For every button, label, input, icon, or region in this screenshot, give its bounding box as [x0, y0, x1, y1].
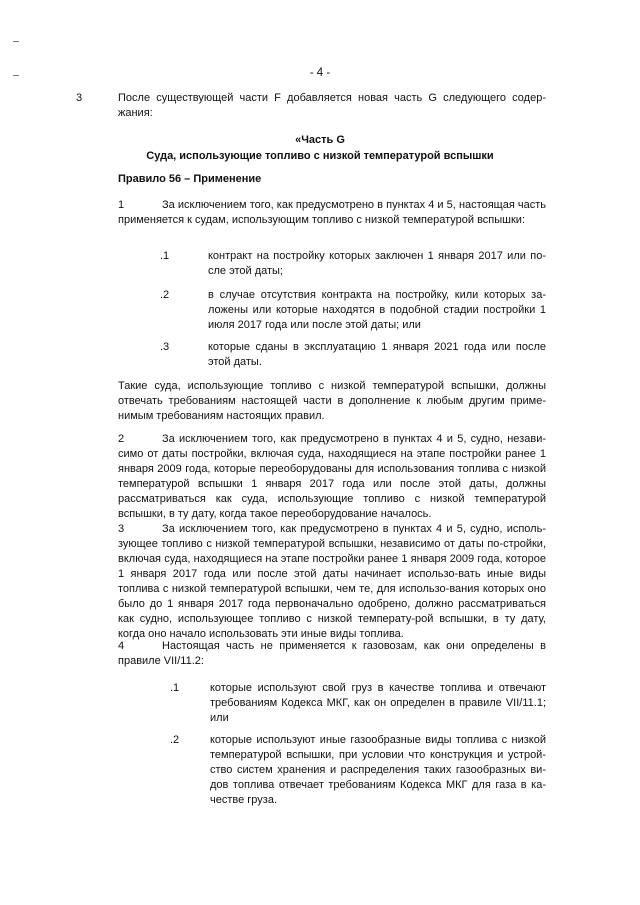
para1-item-1-text: контракт на постройку которых заключен 1 января 2017 или по-сле этой даты; — [208, 250, 546, 277]
para3-number: 3 — [118, 523, 125, 535]
para1-text: За исключением того, как предусмотрено в пунктах 4 и 5, настоящая часть применяется к судам, использующим топливо с низкой температурой вспышки: — [118, 199, 546, 226]
para4-text: Настоящая часть не применяется к газовозам, как они определены в правиле VII/11.2: — [118, 640, 546, 667]
para1-after: Такие суда, использующие топливо с низкой температурой вспышки, должны отвечать требованиям настоящей части в дополнение к любым другим приме-нимым требованиям настоящих правил. — [118, 380, 546, 422]
page-number: - 4 - — [309, 67, 331, 79]
para2-number: 2 — [118, 433, 125, 445]
margin-mark-top — [13, 41, 19, 42]
para1-item-2-num: .2 — [160, 289, 170, 301]
para1-item-1-num: .1 — [160, 250, 170, 262]
intro-text: После существующей части F добавляется новая часть G следующего содер-жания: — [118, 92, 546, 119]
para1-item-3-num: .3 — [160, 341, 170, 353]
para3-text: За исключением того, как предусмотрено в пунктах 4 и 5, судно, исполь-зующее топливо с низкой температурой вспышки, независимо от даты по-стройки, включая суда, находящиеся на этапе постройки ранее 1 января 2009 года, которое 1 января 2017 года или после этой даты начинает использо-вать иные виды топлива с низкой температурой вспышки, чем те, для использо-вания которых оно было до 1 января 2017 года первоначально одобрено, должно рассматриваться как судно, использующее топливо с низкой температу-рой вспышки, в ту дату, когда оно начало использовать эти иные виды топлива. — [118, 523, 546, 640]
para4-item-2-text: которые используют иные газообразные виды топлива с низкой температурой вспышки, при условии что конструкция и устрой-ство систем хранения и распределения таких газообразных ви-дов топлива отвечает требованиям Кодекса МКГ для газа в ка-честве груза. — [210, 734, 546, 806]
part-title: Суда, использующие топливо с низкой температурой вспышки — [146, 150, 494, 162]
para4-item-1-text: которые используют свой груз в качестве топлива и отвечают требованиям Кодекса МКГ, как он определен в правиле VII/11.1; или — [210, 682, 546, 724]
part-heading: «Часть G — [295, 134, 345, 146]
para1-number: 1 — [118, 199, 125, 211]
rule-heading: Правило 56 – Применение — [118, 173, 262, 185]
para1-item-2-text: в случае отсутствия контракта на постройку, кили которых за-ложены или которые находятся в подобной стадии постройки 1 июля 2017 года или после этой даты; или — [208, 289, 546, 331]
para2-text: За исключением того, как предусмотрено в пунктах 4 и 5, судно, незави-симо от даты постройки, включая суда, находящиеся на этапе постройки ранее 1 января 2009 года, которые переоборудованы для использования топлива с низкой температурой вспышки 1 января 2017 года или после этой даты, должны рассматриваться как суда, использующие топливо с низкой температурой вспышки, в ту дату, когда такое переоборудование началось. — [118, 433, 546, 520]
intro-number: 3 — [76, 92, 83, 104]
para1-item-3-text: которые сданы в эксплуатацию 1 января 2021 года или после этой даты. — [208, 341, 546, 368]
para4-item-2-num: .2 — [170, 734, 180, 746]
para4-number: 4 — [118, 640, 125, 652]
para4-item-1-num: .1 — [170, 682, 180, 694]
